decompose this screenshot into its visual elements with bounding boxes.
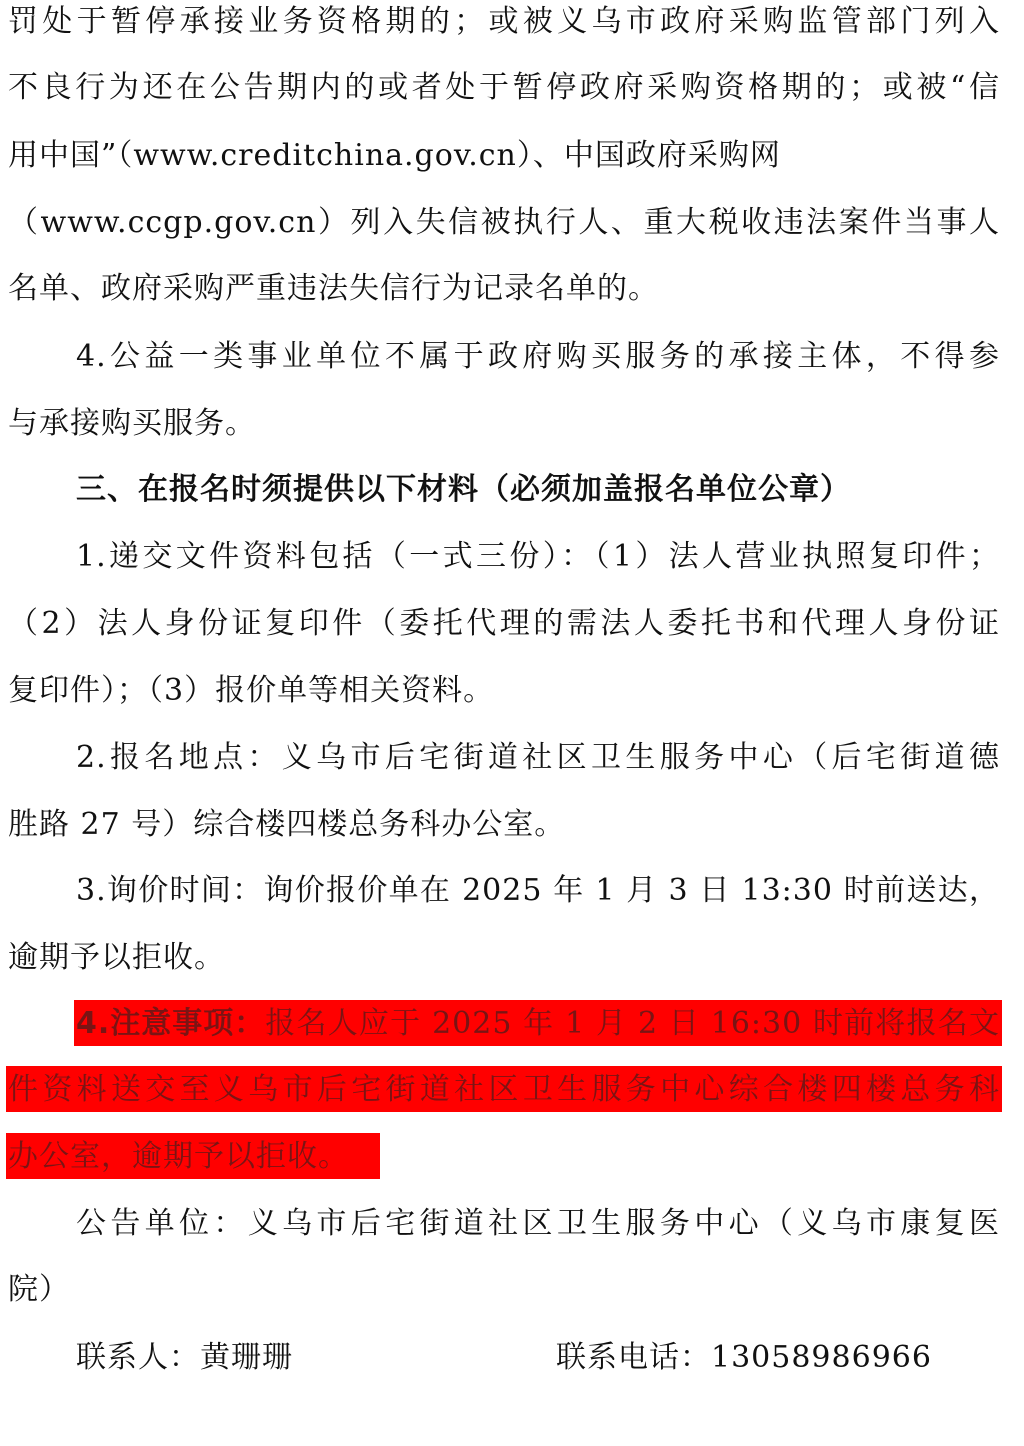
announcer-line: 公告单位：义乌市后宅街道社区卫生服务中心（义乌市康复医 (76, 1206, 1000, 1241)
contact-person: 联系人：黄珊珊 (76, 1340, 293, 1375)
paragraph-line: 名单、政府采购严重违法失信行为记录名单的。 (8, 271, 659, 306)
attention-text: 报名人应于 2025 年 1 月 2 日 16:30 时前将报名文 (265, 1006, 1000, 1041)
location-line: 2.报名地点：义乌市后宅街道社区卫生服务中心（后宅街道德 (76, 740, 1000, 775)
materials-line: （2）法人身份证复印件（委托代理的需法人委托书和代理人身份证 (8, 606, 1000, 641)
attention-line: 件资料送交至义乌市后宅街道社区卫生服务中心综合楼四楼总务科 (8, 1072, 1000, 1107)
attention-label: 4.注意事项： (76, 1006, 266, 1041)
announcer-line: 院） (8, 1272, 70, 1307)
item-4-line: 4.公益一类事业单位不属于政府购买服务的承接主体，不得参 (76, 339, 1000, 374)
paragraph-line: 用中国”（www.creditchina.gov.cn）、中国政府采购网 (8, 138, 781, 173)
inquiry-line: 逾期予以拒收。 (8, 940, 225, 975)
paragraph-line: （www.ccgp.gov.cn）列入失信被执行人、重大税收违法案件当事人 (8, 205, 1000, 240)
attention-line (76, 1002, 1000, 1046)
materials-line: 1.递交文件资料包括（一式三份）：（1）法人营业执照复印件； (76, 539, 1000, 574)
paragraph-line: 罚处于暂停承接业务资格期的；或被义乌市政府采购监管部门列入 (8, 4, 1000, 39)
contact-phone: 联系电话：13058986966 (556, 1340, 932, 1375)
attention-line: 办公室，逾期予以拒收。 (8, 1139, 349, 1174)
inquiry-line: 3.询价时间：询价报价单在 2025 年 1 月 3 日 13:30 时前送达， (76, 873, 1000, 908)
section-heading: 三、在报名时须提供以下材料（必须加盖报名单位公章） (76, 472, 851, 507)
location-line: 胜路 27 号）综合楼四楼总务科办公室。 (8, 807, 566, 842)
materials-line: 复印件）；（3）报价单等相关资料。 (8, 673, 495, 708)
paragraph-line: 不良行为还在公告期内的或者处于暂停政府采购资格期的；或被“信 (8, 70, 1000, 105)
item-4-line: 与承接购买服务。 (8, 406, 256, 441)
